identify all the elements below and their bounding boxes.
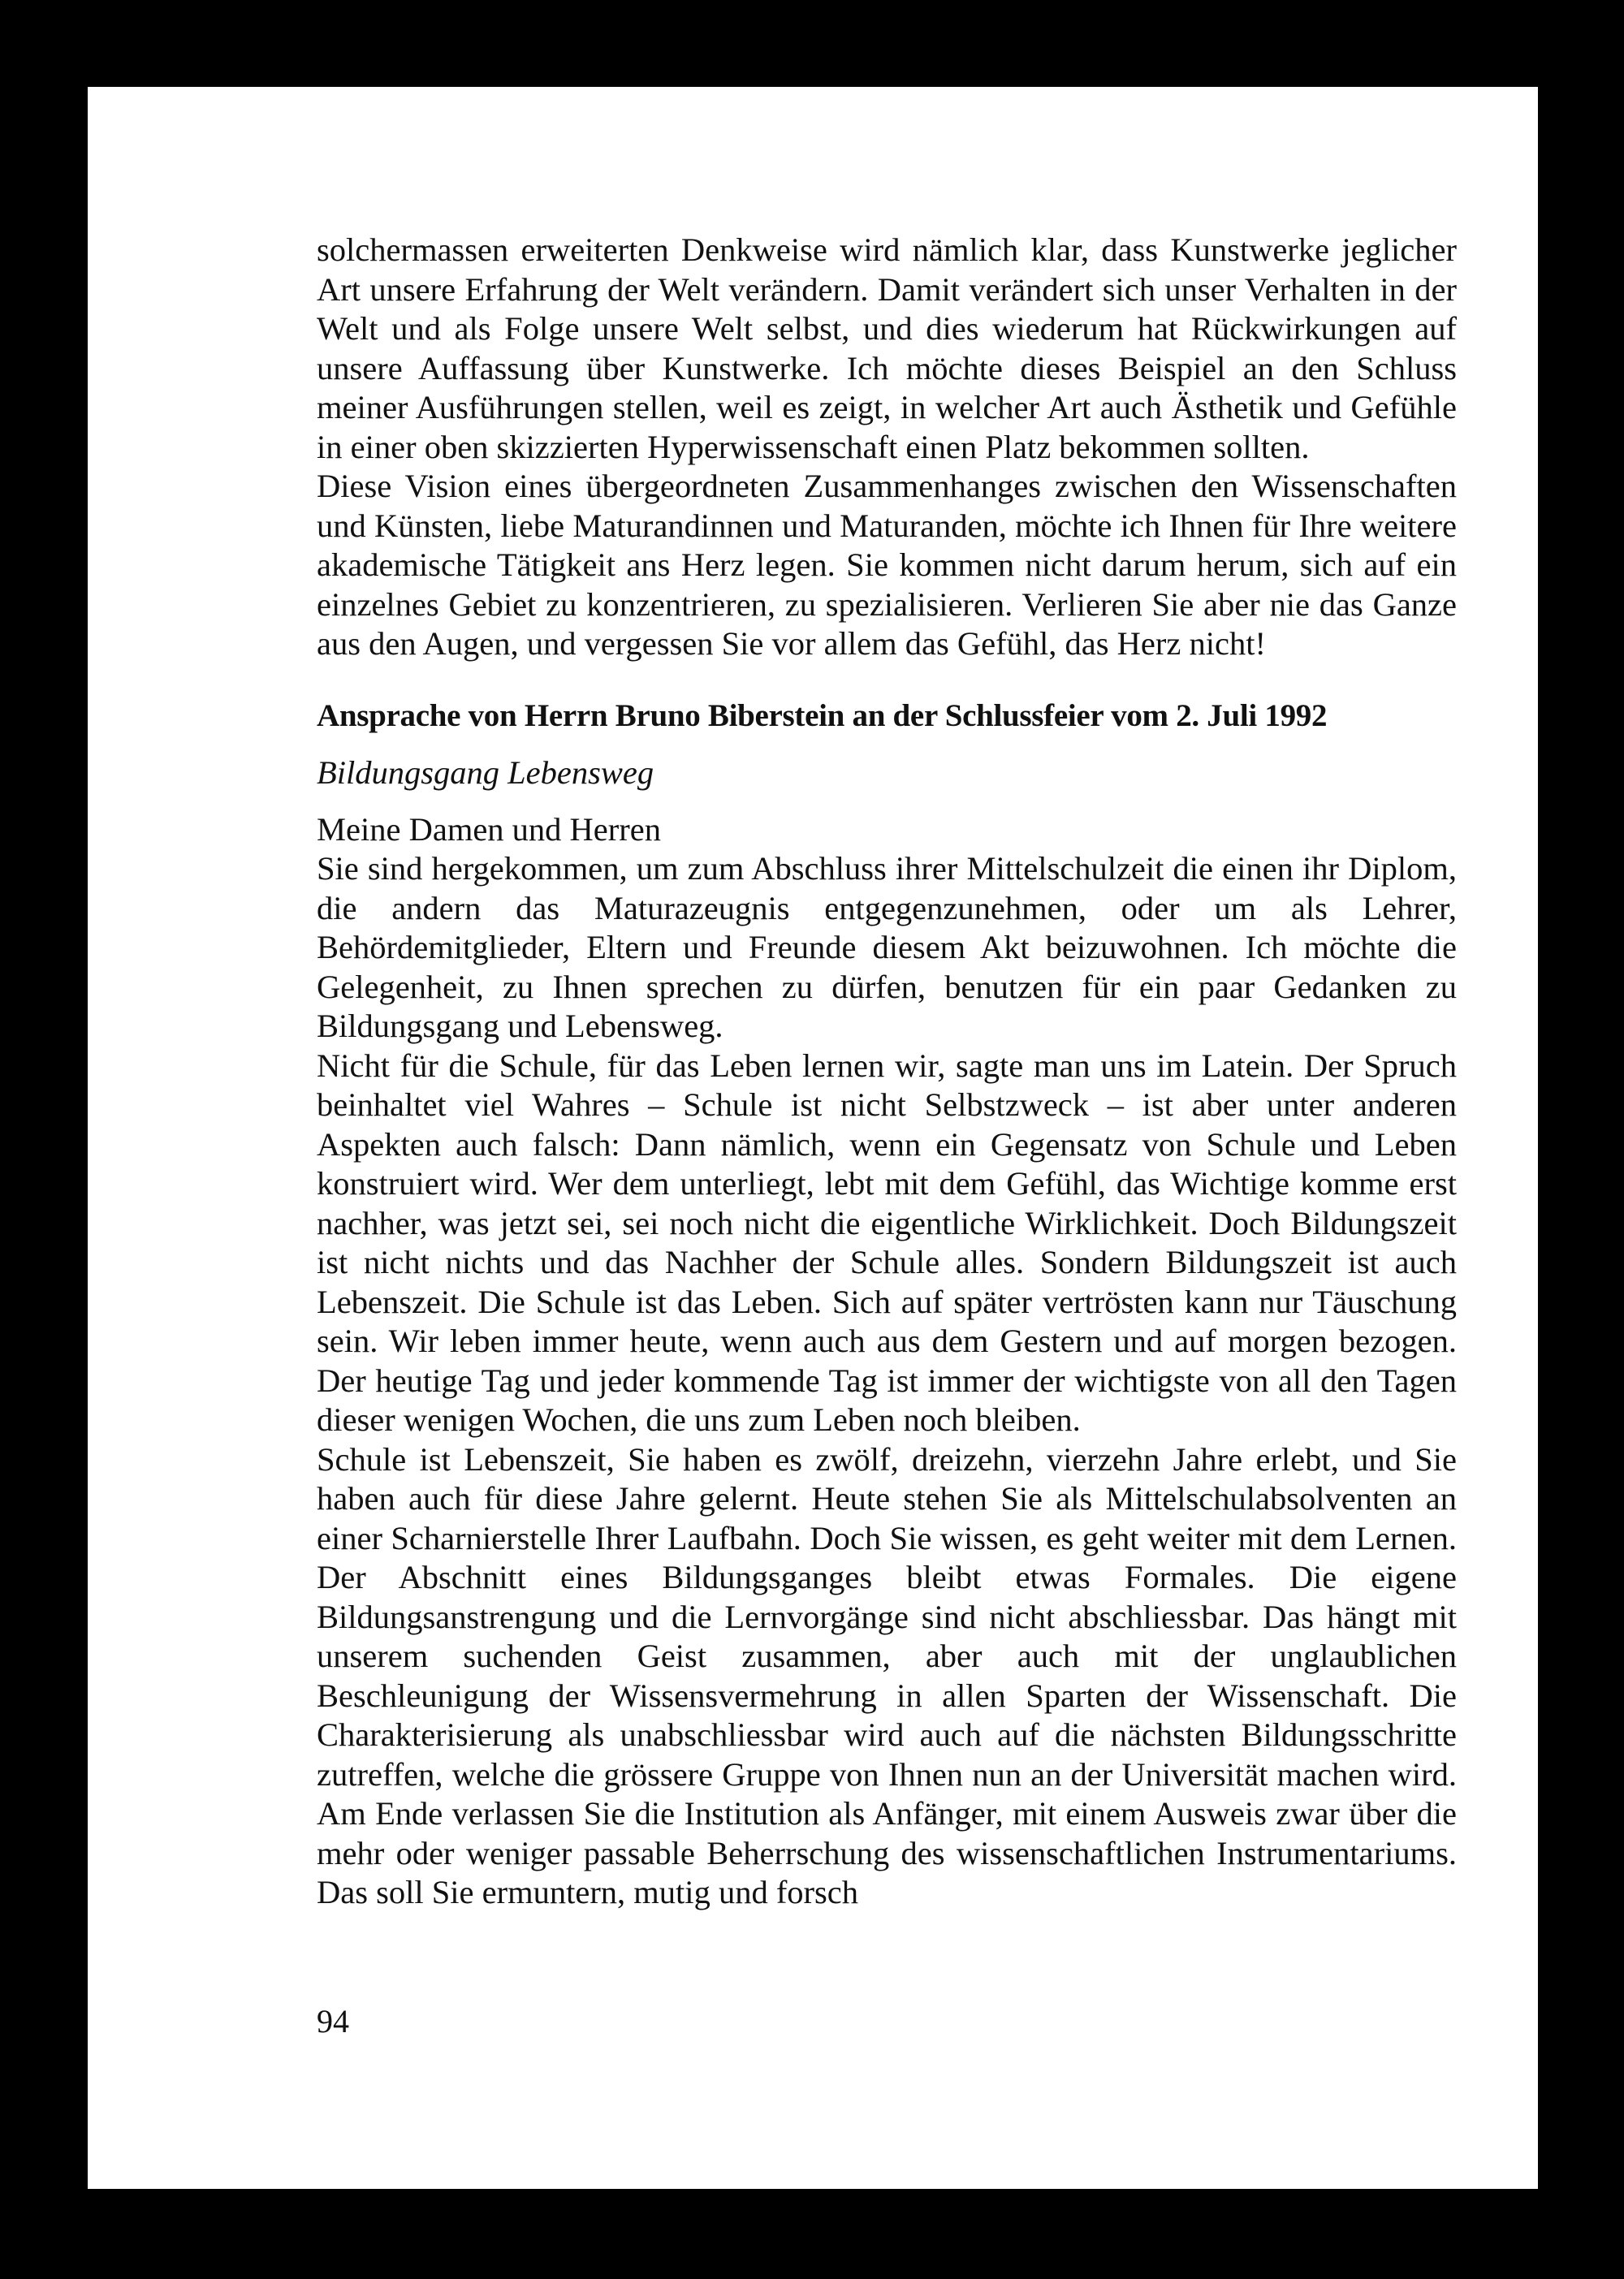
paragraph-2: Diese Vision eines übergeordneten Zusammenhanges zwischen den Wissenschaften und Künsten, liebe Maturandinnen und Maturanden, möchte ich Ihnen für Ihre weitere akademische Tätigkeit ans Herz legen. Sie kommen nicht darum herum, sich auf ein einzelnes Gebiet zu konzentrieren, zu spezialisieren. Verlieren Sie aber nie das Ganze aus den Augen, und vergessen Sie vor allem das Gefühl, das Herz nicht! bbox=[317, 468, 1457, 662]
document-page bbox=[88, 87, 1538, 2189]
section-heading: Ansprache von Herrn Bruno Biberstein an der Schlussfeier vom 2. Juli 1992 bbox=[317, 697, 1328, 733]
salutation: Meine Damen und Herren bbox=[317, 810, 661, 848]
paragraph-1: solchermassen erweiterten Denkweise wird nämlich klar, dass Kunstwerke jeglicher Art unsere Erfahrung der Welt verändern. Damit verändert sich unser Verhalten in der Welt und als Folge unsere Welt selbst, und dies wiederum hat Rückwirkungen auf unsere Auffassung über Kunstwerke. Ich möchte dieses Beispiel an den Schluss meiner Ausführungen stellen, weil es zeigt, in welcher Art auch Ästhetik und Gefühle in einer oben skizzierten Hyperwissenschaft einen Platz bekommen sollten. bbox=[317, 231, 1457, 465]
paragraph-3: Sie sind hergekommen, um zum Abschluss ihrer Mittelschulzeit die einen ihr Diplom, die andern das Maturazeugnis entgegenzunehmen, oder um als Lehrer, Behördemitglieder, Eltern und Freunde diesem Akt beizuwohnen. Ich möchte die Gelegenheit, zu Ihnen sprechen zu dürfen, benutzen für ein paar Gedanken zu Bildungsgang und Lebensweg. bbox=[317, 850, 1457, 1044]
section-subtitle: Bildungsgang Lebensweg bbox=[317, 753, 654, 791]
paragraph-4: Nicht für die Schule, für das Leben lernen wir, sagte man uns im Latein. Der Spruch beinhaltet viel Wahres – Schule ist nicht Selbstzweck – ist aber unter anderen Aspekten auch falsch: Dann nämlich, wenn ein Gegensatz von Schule und Leben konstruiert wird. Wer dem unterliegt, lebt mit dem Gefühl, das Wichtige komme erst nachher, was jetzt sei, sei noch nicht die eigentliche Wirklichkeit. Doch Bildungszeit ist nicht nichts und das Nachher der Schule alles. Sondern Bildungszeit ist auch Lebenszeit. Die Schule ist das Leben. Sich auf später vertrösten kann nur Täuschung sein. Wir leben immer heute, wenn auch aus dem Gestern und auf morgen bezogen. Der heutige Tag und jeder kommende Tag ist immer der wichtigste von all den Tagen dieser wenigen Wochen, die uns zum Leben noch bleiben. bbox=[317, 1047, 1457, 1438]
text-body bbox=[317, 231, 1457, 1913]
page-number: 94 bbox=[317, 2003, 349, 2039]
paragraph-5: Schule ist Lebenszeit, Sie haben es zwölf, dreizehn, vierzehn Jahre erlebt, und Sie haben auch für diese Jahre gelernt. Heute stehen Sie als Mittelschulabsolventen an einer Scharnierstelle Ihrer Laufbahn. Doch Sie wissen, es geht weiter mit dem Lernen. Der Abschnitt eines Bildungsganges bleibt etwas Formales. Die eigene Bildungsanstrengung und die Lernvorgänge sind nicht abschliessbar. Das hängt mit unserem suchenden Geist zusammen, aber auch mit der unglaublichen Beschleunigung der Wissensvermehrung in allen Sparten der Wissenschaft. Die Charakterisierung als unabschliessbar wird auch auf die nächsten Bildungsschritte zutreffen, welche die grössere Gruppe von Ihnen nun an der Universität machen wird. Am Ende verlassen Sie die Institution als Anfänger, mit einem Ausweis zwar über die mehr oder weniger passable Beherrschung des wissenschaftlichen Instrumentariums. Das soll Sie ermuntern, mutig und forsch bbox=[317, 1440, 1457, 1910]
